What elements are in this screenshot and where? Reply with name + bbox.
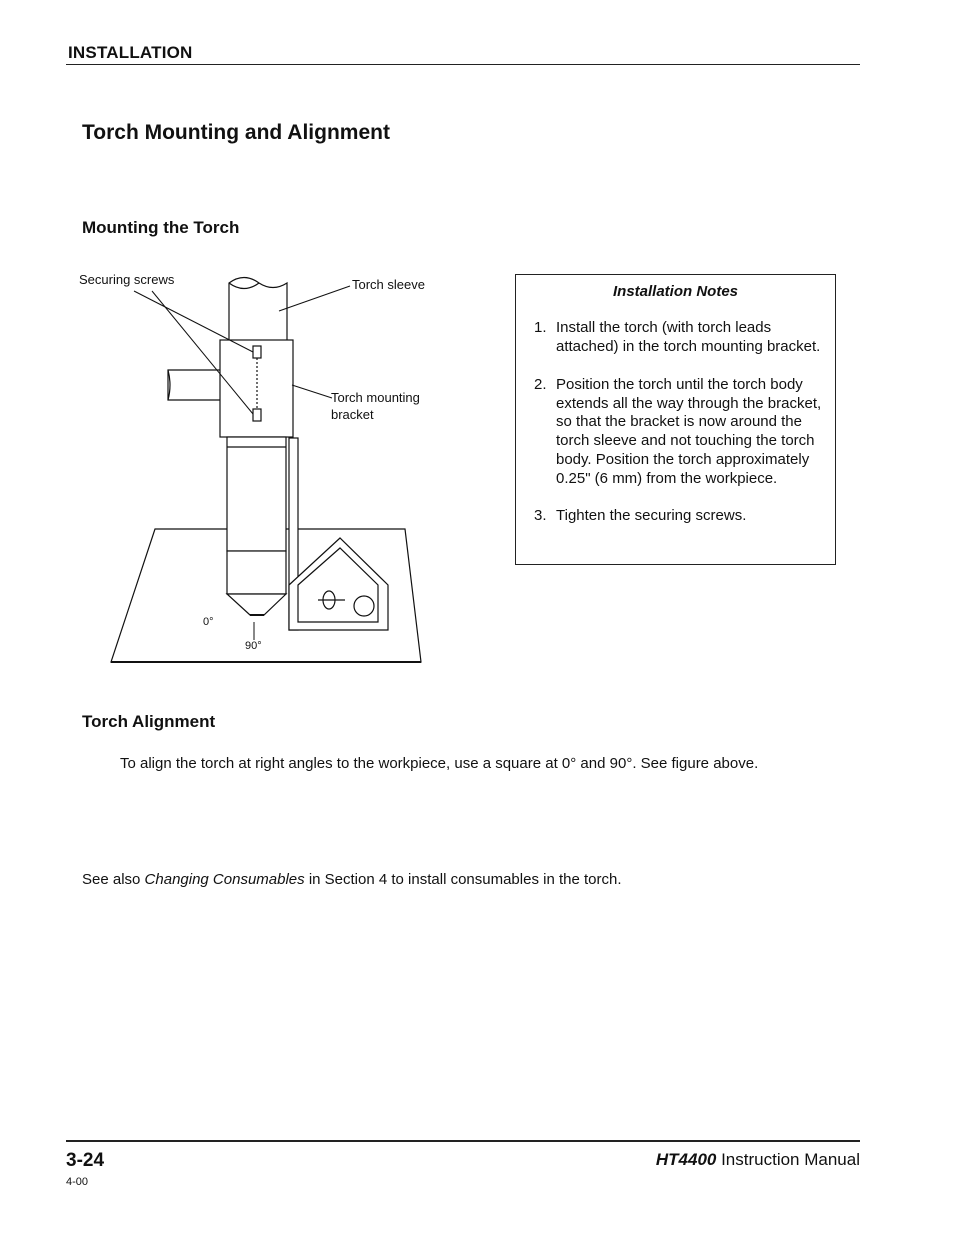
label-securing-screws: Securing screws (79, 272, 175, 287)
alignment-heading: Torch Alignment (82, 712, 216, 731)
note-item (534, 507, 834, 526)
alignment-text: To align the torch at right angles to the workpiece, use a square at 0° and 90°. See figure above. (120, 755, 759, 772)
notes-title: Installation Notes (612, 283, 739, 300)
see-also-reference: Changing Consumables (144, 871, 305, 888)
note-number: 1. (534, 319, 547, 336)
note-item (534, 376, 834, 488)
note-number: 3. (534, 507, 547, 524)
model-name: HT4400 (655, 1150, 717, 1169)
securing-screw-top (253, 346, 261, 358)
section-header: INSTALLATION (68, 43, 193, 62)
securing-screw-bottom (253, 409, 261, 421)
note-item (534, 319, 834, 356)
note-text: Tighten the securing screws. (556, 507, 747, 524)
manual-title (656, 1150, 860, 1170)
label-zero-degrees: 0° (203, 616, 214, 628)
label-torch-mounting: Torch mounting (331, 390, 420, 405)
manual-label: Instruction Manual (716, 1150, 860, 1169)
page-number: 3-24 (66, 1150, 105, 1171)
label-torch-sleeve: Torch sleeve (352, 277, 425, 292)
label-bracket: bracket (331, 407, 374, 422)
torch-body (227, 437, 286, 551)
note-number: 2. (534, 376, 547, 393)
see-also-prefix: See also (82, 871, 145, 888)
revision-date: 4-00 (66, 1176, 89, 1188)
see-also-suffix: in Section 4 to install consumables in the torch. (304, 871, 622, 888)
note-text: Install the torch (with torch leads attached) in the torch mounting bracket. (556, 319, 821, 355)
bracket-arm (168, 370, 222, 400)
see-also-text (82, 871, 622, 888)
installation-notes-box (515, 274, 836, 565)
label-ninety-degrees: 90° (245, 640, 262, 652)
note-text: Position the torch until the torch body extends all the way through the bracket, so that the bracket is now around the torch sleeve and not touching the torch body. Position the torch approximately 0.25" (6 mm) from the workpiece. (556, 376, 822, 487)
mounting-heading: Mounting the Torch (82, 218, 240, 237)
page-title: Torch Mounting and Alignment (82, 121, 390, 144)
torch-cap (227, 551, 286, 594)
footer-rule (66, 1140, 860, 1142)
